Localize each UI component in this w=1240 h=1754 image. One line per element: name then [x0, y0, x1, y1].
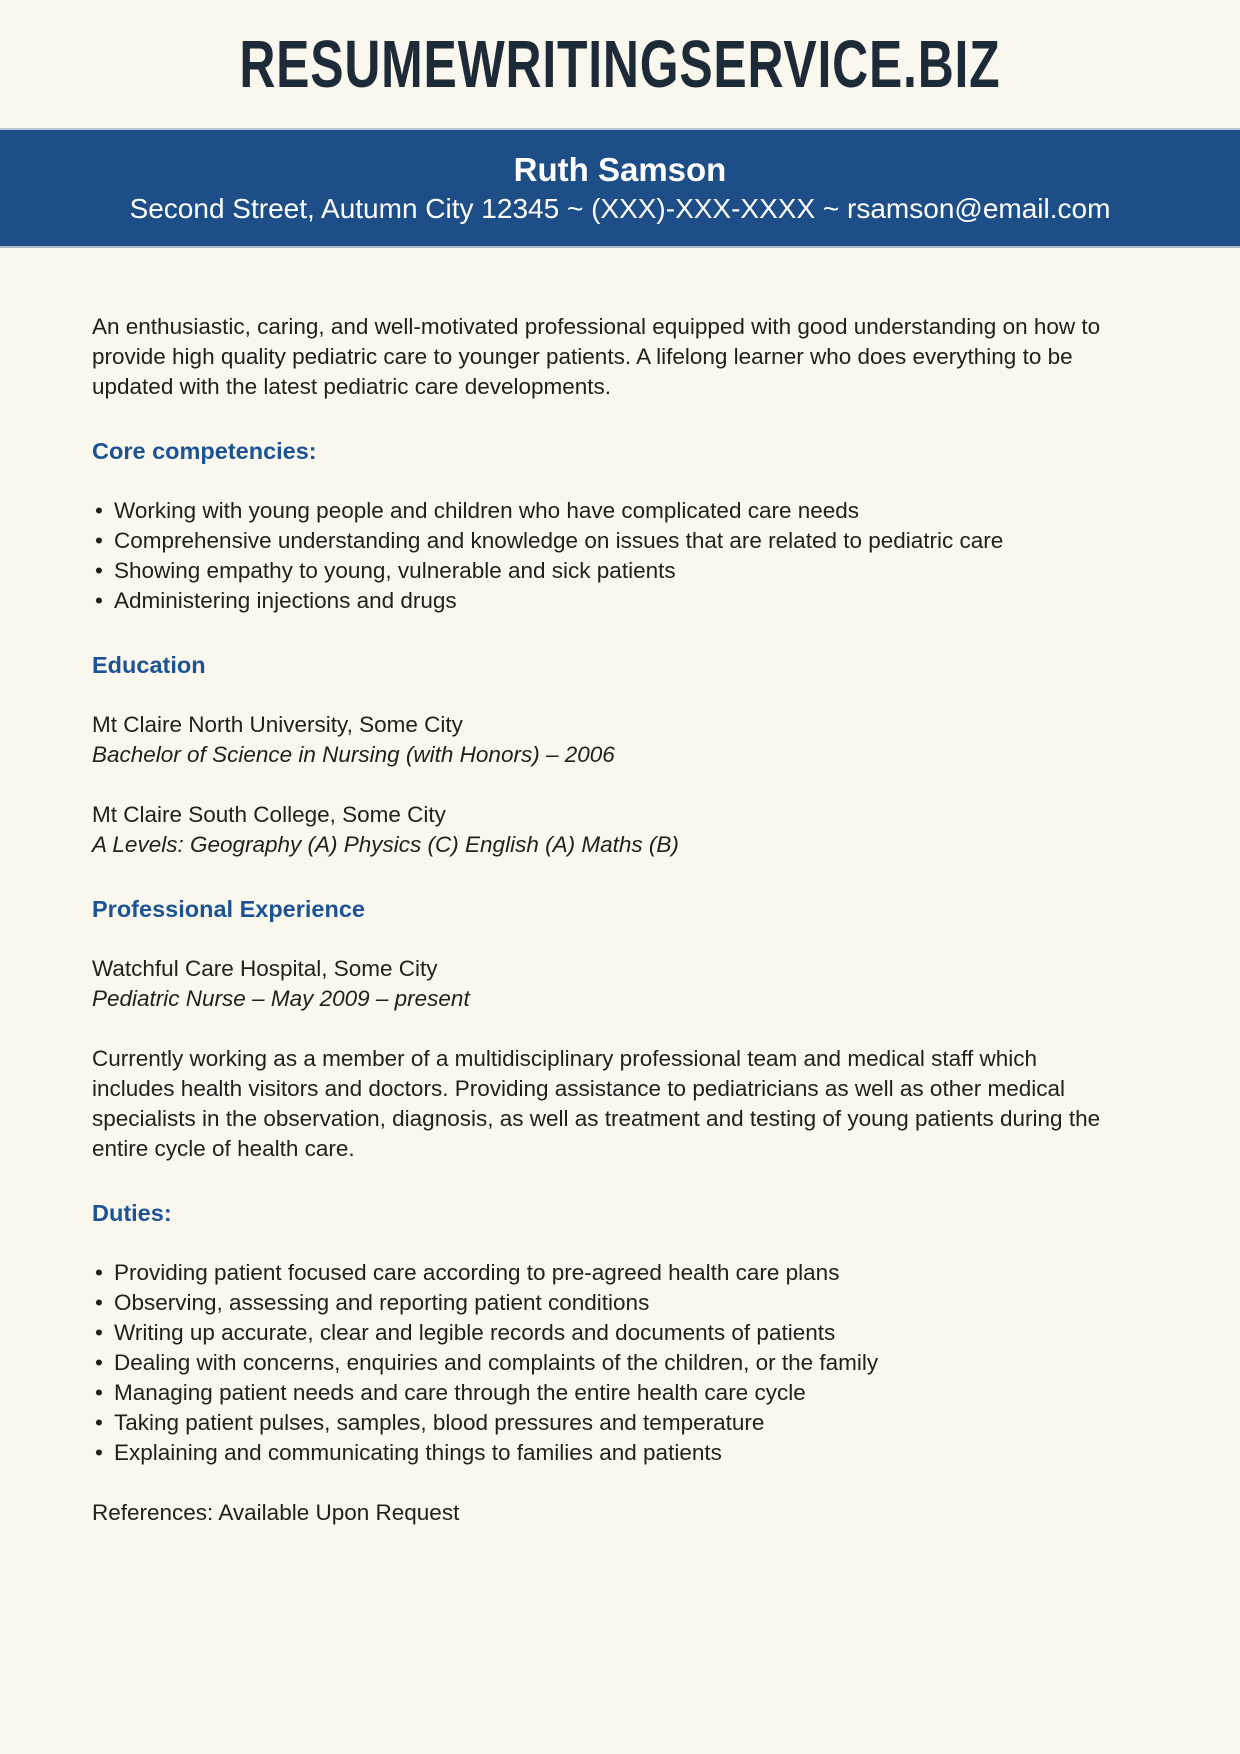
- list-item: • Dealing with concerns, enquiries and complaints of the children, or the family: [92, 1348, 1108, 1378]
- education-entry-2: [92, 800, 1108, 860]
- experience-description: Currently working as a member of a multidisciplinary professional team and medical staff which includes health visitors and doctors. Providing assistance to pediatricians as well as other medical specialists in the observation, diagnosis, as well as treatment and testing of young patients during the entire cycle of health care.: [92, 1046, 1101, 1161]
- summary-paragraph: An enthusiastic, caring, and well-motivated professional equipped with good understanding on how to provide high quality pediatric care to younger patients. A lifelong learner who does everything to be updated with the latest pediatric care developments.: [92, 314, 1101, 399]
- list-item: • Observing, assessing and reporting patient conditions: [92, 1288, 1108, 1318]
- core-competencies-list: [92, 496, 1108, 616]
- contact-line: Second Street, Autumn City 12345 ~ (XXX)-XXX-XXXX ~ rsamson@email.com: [129, 193, 1111, 224]
- list-item: • Comprehensive understanding and knowledge on issues that are related to pediatric care: [92, 526, 1108, 556]
- section-heading-education: Education: [92, 652, 206, 678]
- list-item: • Managing patient needs and care through the entire health care cycle: [92, 1378, 1108, 1408]
- list-item: • Showing empathy to young, vulnerable and sick patients: [92, 556, 1108, 586]
- experience-entry: [92, 954, 1108, 1014]
- list-item: • Writing up accurate, clear and legible records and documents of patients: [92, 1318, 1108, 1348]
- section-heading-core-competencies: Core competencies:: [92, 438, 317, 464]
- experience-role: Pediatric Nurse – May 2009 – present: [92, 986, 470, 1011]
- references-line: References: Available Upon Request: [92, 1500, 460, 1525]
- site-header: [0, 0, 1240, 128]
- resume-body: [0, 248, 1240, 1528]
- section-heading-duties: Duties:: [92, 1200, 172, 1226]
- person-name: Ruth Samson: [513, 151, 727, 188]
- list-item: • Providing patient focused care according to pre-agreed health care plans: [92, 1258, 1108, 1288]
- list-item: • Explaining and communicating things to families and patients: [92, 1438, 1108, 1468]
- section-heading-experience: Professional Experience: [92, 896, 365, 922]
- list-item: • Administering injections and drugs: [92, 586, 1108, 616]
- education-institution: Mt Claire South College, Some City: [92, 802, 446, 827]
- education-detail: A Levels: Geography (A) Physics (C) English (A) Maths (B): [92, 832, 679, 857]
- list-item: • Working with young people and children who have complicated care needs: [92, 496, 1108, 526]
- duties-list: [92, 1258, 1108, 1468]
- site-logo: RESUMEWRITINGSERVICE.BIZ: [239, 26, 1001, 102]
- education-entry-1: [92, 710, 1108, 770]
- name-banner: [0, 128, 1240, 248]
- education-institution: Mt Claire North University, Some City: [92, 712, 463, 737]
- education-detail: Bachelor of Science in Nursing (with Honors) – 2006: [92, 742, 615, 767]
- experience-employer: Watchful Care Hospital, Some City: [92, 956, 438, 981]
- list-item: • Taking patient pulses, samples, blood pressures and temperature: [92, 1408, 1108, 1438]
